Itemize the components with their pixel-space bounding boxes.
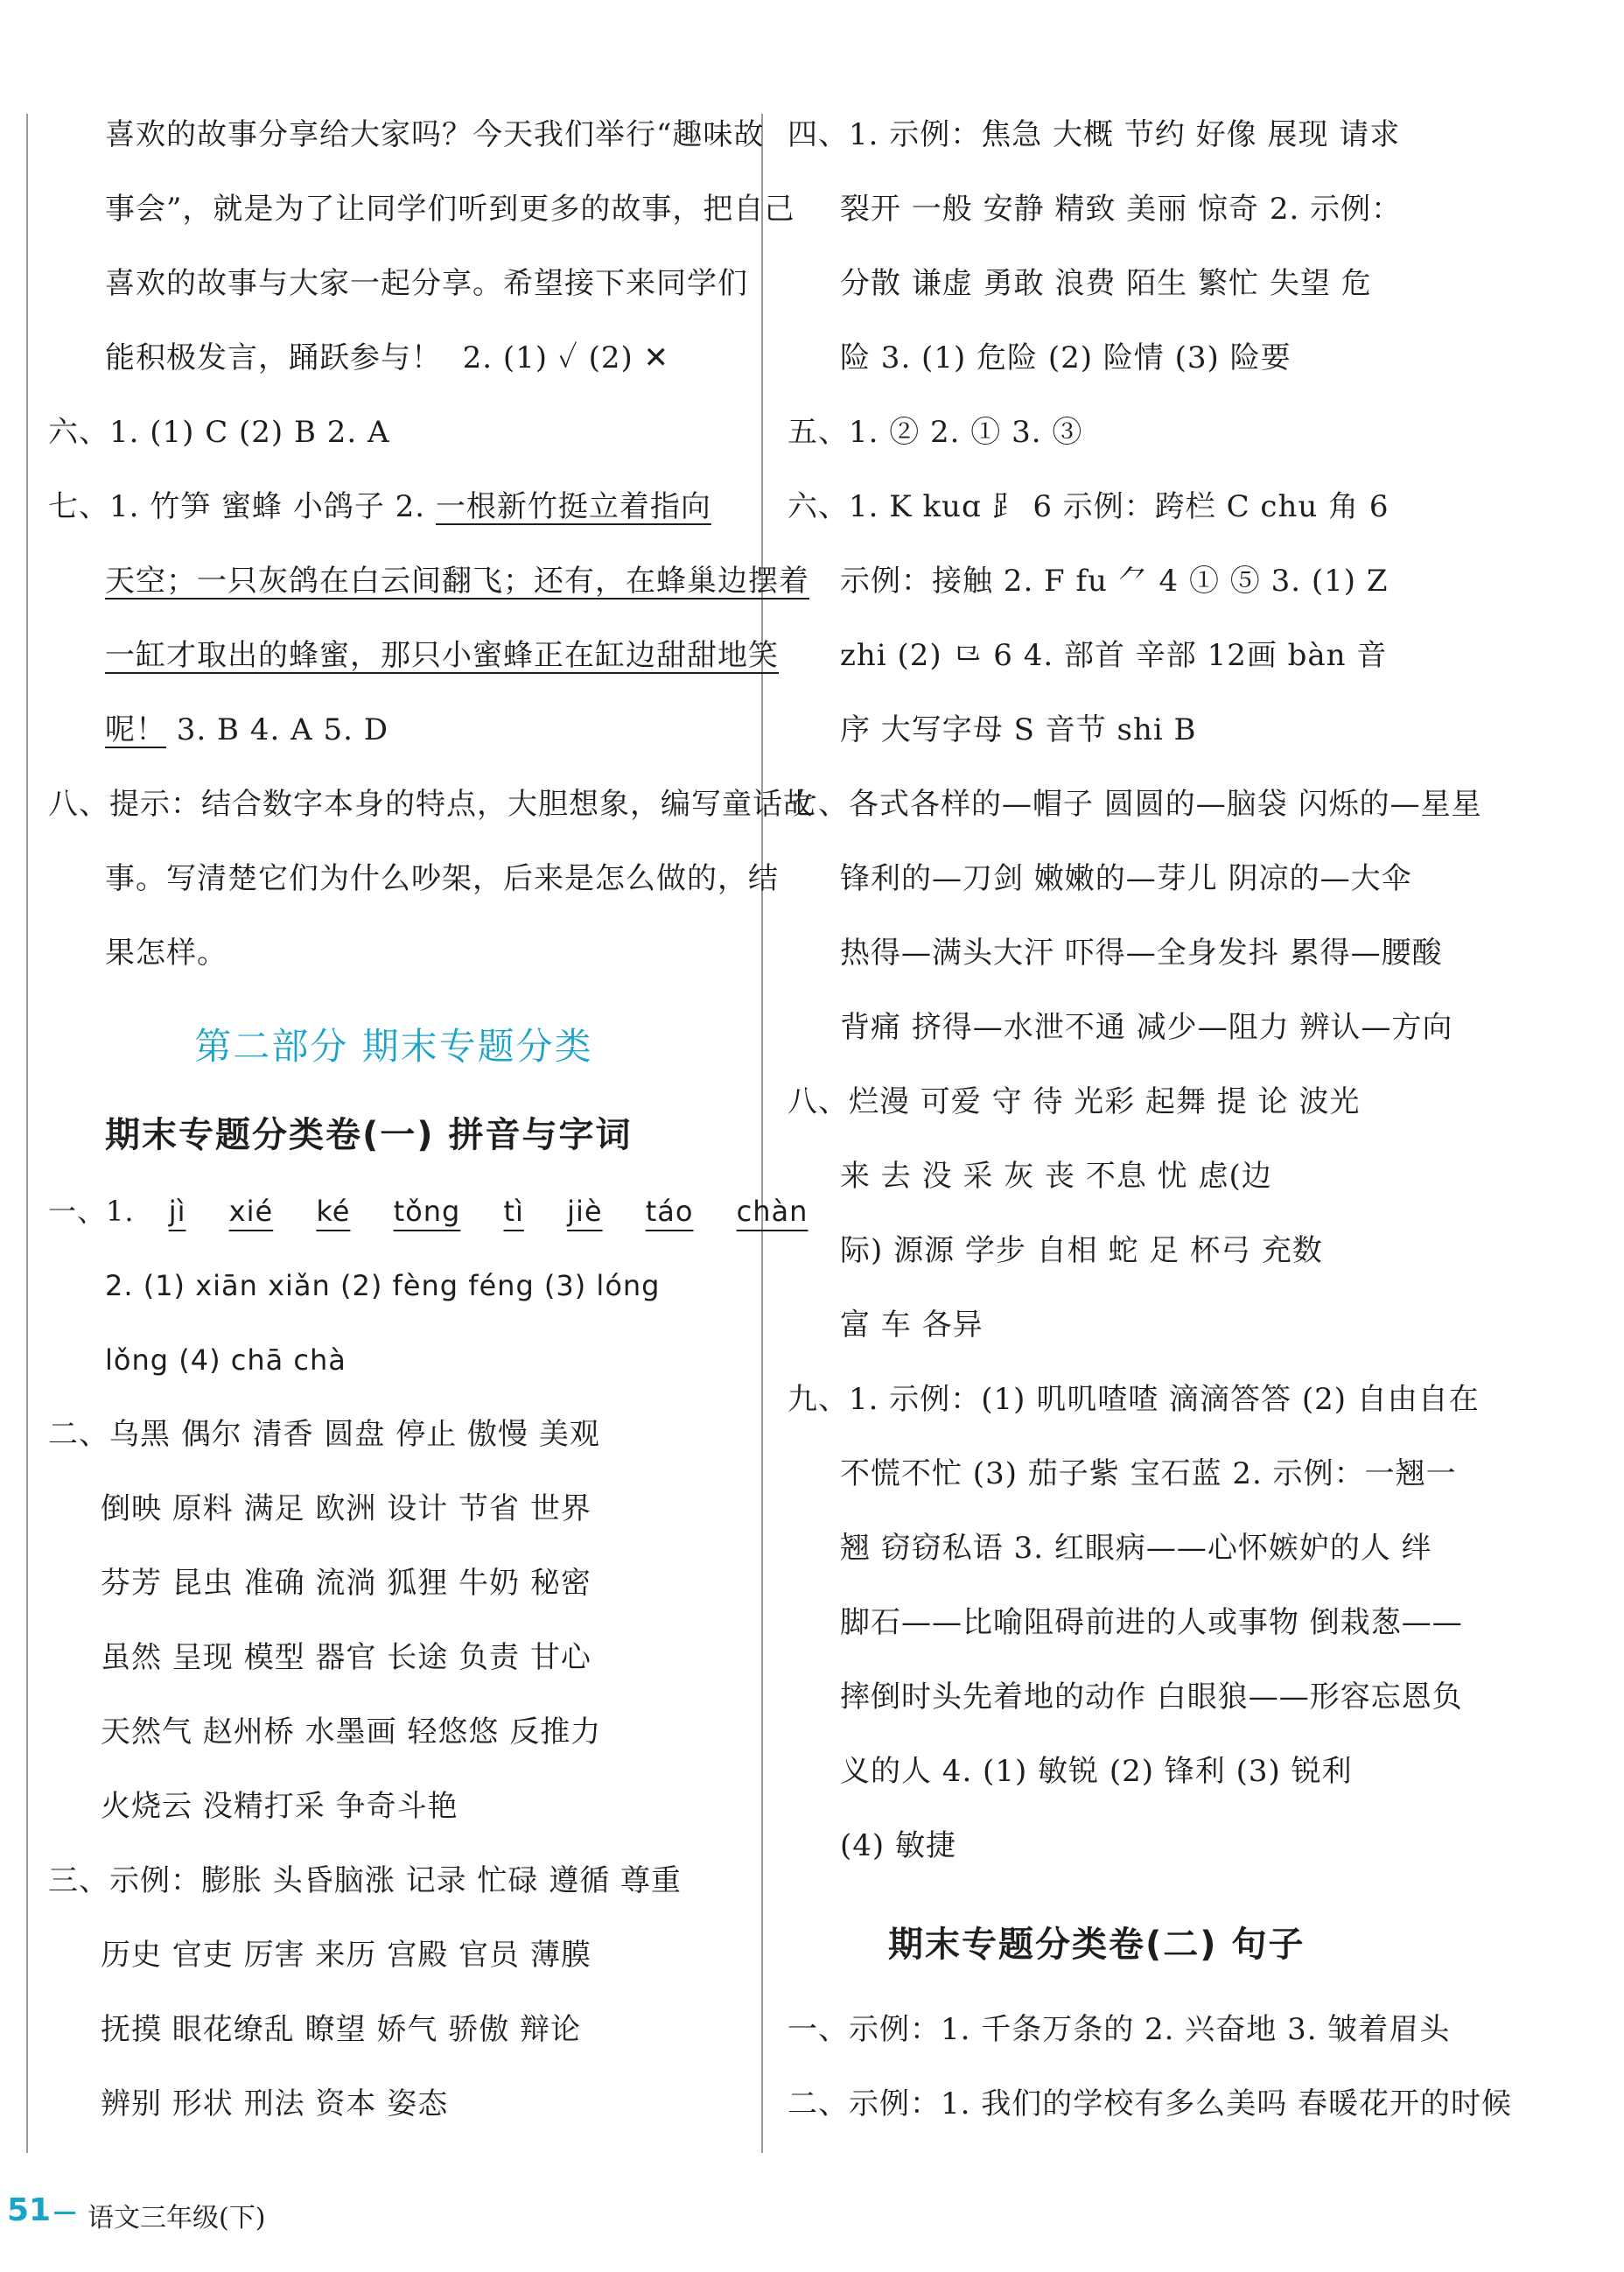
answer-seven-line1 (48, 488, 711, 525)
text-segment: 3. B 4. A 5. D (166, 712, 388, 747)
answer-two: 二、乌黑 偶尔 清香 圆盘 停止 傲慢 美观 (48, 1417, 600, 1452)
section-heading: 期末专题分类卷(一) 拼音与字词 (105, 1115, 633, 1155)
underlined-sentence: 天空；一只灰鸽在白云间翻飞；还有，在蜂巢边摆着 (105, 564, 809, 599)
answer-one-pinyin (48, 1193, 841, 1230)
text-line: 际) 源源 学步 自相 蛇 足 杯弓 充数 (840, 1233, 1323, 1268)
pinyin-item: jì (168, 1195, 186, 1228)
underlined-sentence: 一根新竹挺立着指向 (435, 489, 711, 524)
pinyin-item: ké (316, 1195, 351, 1228)
text-line: 喜欢的故事与大家一起分享。希望接下来同学们 (105, 266, 748, 301)
answer-seven: 七、各式各样的—帽子 圆圆的—脑袋 闪烁的—星星 (788, 787, 1482, 822)
text-segment: 一、1. (48, 1195, 135, 1228)
text-line: 不慌不忙 (3) 茄子紫 宝石蓝 2. 示例：一翘一 (840, 1456, 1457, 1491)
text-line: 果怎样。 (105, 936, 228, 971)
text-line (105, 340, 669, 376)
text-line: lǒng (4) chā chà (105, 1343, 346, 1377)
text-line: 脚石——比喻阻碍前进的人或事物 倒栽葱—— (840, 1605, 1463, 1640)
text-line: 锋利的—刀剑 嫩嫩的—芽儿 阴凉的—大伞 (840, 861, 1412, 896)
footer-dash (54, 2212, 75, 2214)
text-line: 火烧云 没精打采 争奇斗艳 (101, 1789, 458, 1824)
text-line: 险 3. (1) 危险 (2) 险情 (3) 险要 (840, 340, 1292, 375)
answer-five: 五、1. ② 2. ① 3. ③ (788, 415, 1083, 450)
text-line: 富 车 各异 (840, 1308, 984, 1343)
text-line: 裂开 一般 安静 精致 美丽 惊奇 2. 示例： (840, 192, 1403, 227)
section-heading: 期末专题分类卷(二) 句子 (888, 1925, 1306, 1965)
pinyin-item: táo (645, 1195, 694, 1228)
pinyin-item: chàn (736, 1195, 808, 1228)
answer-seven-line4 (105, 712, 388, 748)
answer-eight: 八、提示：结合数字本身的特点，大胆想象，编写童话故 (48, 787, 814, 822)
answer-four: 四、1. 示例：焦急 大概 节约 好像 展现 请求 (788, 117, 1401, 152)
answer-segment: 2. (1) ✓ (2) ✕ (462, 340, 670, 375)
text-segment: 能积极发言，踊跃参与！ (105, 340, 442, 375)
page-footer (0, 2192, 350, 2236)
column-divider (761, 114, 763, 2153)
pinyin-item: xié (228, 1195, 274, 1228)
underlined-sentence: 呢！ (105, 712, 166, 747)
text-segment: 七、1. 竹笋 蜜蜂 小鸽子 2. (48, 489, 436, 524)
answer-eight: 八、烂漫 可爱 守 待 光彩 起舞 提 论 波光 (788, 1084, 1361, 1119)
text-line: 翘 窃窃私语 3. 红眼病——心怀嫉妒的人 绊 (840, 1531, 1432, 1566)
text-line: zhi (2) ⺋ 6 4. 部首 辛部 12画 bàn 音 (840, 638, 1388, 673)
text-line: 来 去 没 采 灰 丧 不息 忧 虑(边 (840, 1159, 1272, 1194)
part-title: 第二部分 期末专题分类 (194, 1025, 593, 1068)
sentence-answer-two: 二、示例：1. 我们的学校有多么美吗 春暖花开的时候 (788, 2086, 1513, 2121)
text-line: 义的人 4. (1) 敏锐 (2) 锋利 (3) 锐利 (840, 1754, 1353, 1789)
book-title: 语文三年级(下) (88, 2203, 266, 2233)
answer-seven-line2 (105, 563, 809, 600)
underlined-sentence: 一缸才取出的蜂蜜，那只小蜜蜂正在缸边甜甜地笑 (105, 638, 779, 673)
text-line: 分散 谦虚 勇敢 浪费 陌生 繁忙 失望 危 (840, 266, 1372, 301)
text-line: 摔倒时头先着地的动作 白眼狼——形容忘恩负 (840, 1679, 1463, 1715)
text-line: 示例：接触 2. F fu ⺈ 4 ① ⑤ 3. (1) Z (840, 564, 1389, 599)
pinyin-item: jiè (567, 1195, 603, 1228)
text-line: 热得—满头大汗 吓得—全身发抖 累得—腰酸 (840, 936, 1443, 971)
answer-seven-line3 (105, 637, 779, 674)
pinyin-item: tì (503, 1195, 524, 1228)
answer-three: 三、示例：膨胀 头昏脑涨 记录 忙碌 遵循 尊重 (48, 1863, 682, 1898)
text-line: 天然气 赵州桥 水墨画 轻悠悠 反推力 (101, 1715, 602, 1750)
left-margin-rule (26, 114, 28, 2153)
text-line: 芬芳 昆虫 准确 流淌 狐狸 牛奶 秘密 (101, 1566, 592, 1601)
text-line: 事。写清楚它们为什么吵架，后来是怎么做的，结 (105, 861, 779, 896)
text-line: 历史 官吏 厉害 来历 宫殿 官员 薄膜 (101, 1938, 592, 1973)
text-line: 辨别 形状 刑法 资本 姿态 (101, 2086, 449, 2121)
text-line: 序 大写字母 S 音节 shi B (840, 712, 1197, 747)
sentence-answer-one: 一、示例：1. 千条万条的 2. 兴奋地 3. 皱着眉头 (788, 2012, 1451, 2047)
text-line: 喜欢的故事分享给大家吗？今天我们举行“趣味故 (105, 117, 765, 152)
text-line: 倒映 原料 满足 欧洲 设计 节省 世界 (101, 1491, 592, 1526)
text-line: 事会”，就是为了让同学们听到更多的故事，把自己 (105, 192, 795, 227)
answer-one-2: 2. (1) xiān xiǎn (2) fèng féng (3) lóng (105, 1269, 661, 1302)
answer-nine: 九、1. 示例：(1) 叽叽喳喳 滴滴答答 (2) 自由自在 (788, 1382, 1480, 1417)
answer-six: 六、1. (1) C (2) B 2. A (48, 415, 390, 450)
text-line: 抚摸 眼花缭乱 瞭望 娇气 骄傲 辩论 (101, 2012, 582, 2047)
pinyin-item: tǒng (393, 1195, 461, 1228)
page-number: 51 (7, 2192, 52, 2228)
text-line: 虽然 呈现 模型 器官 长途 负责 甘心 (101, 1640, 592, 1675)
text-line: (4) 敏捷 (840, 1828, 956, 1863)
answer-six: 六、1. K kuɑ ⻊ 6 示例：跨栏 C chu 角 6 (788, 489, 1390, 524)
text-line: 背痛 挤得—水泄不通 减少—阻力 辨认—方向 (840, 1010, 1453, 1045)
